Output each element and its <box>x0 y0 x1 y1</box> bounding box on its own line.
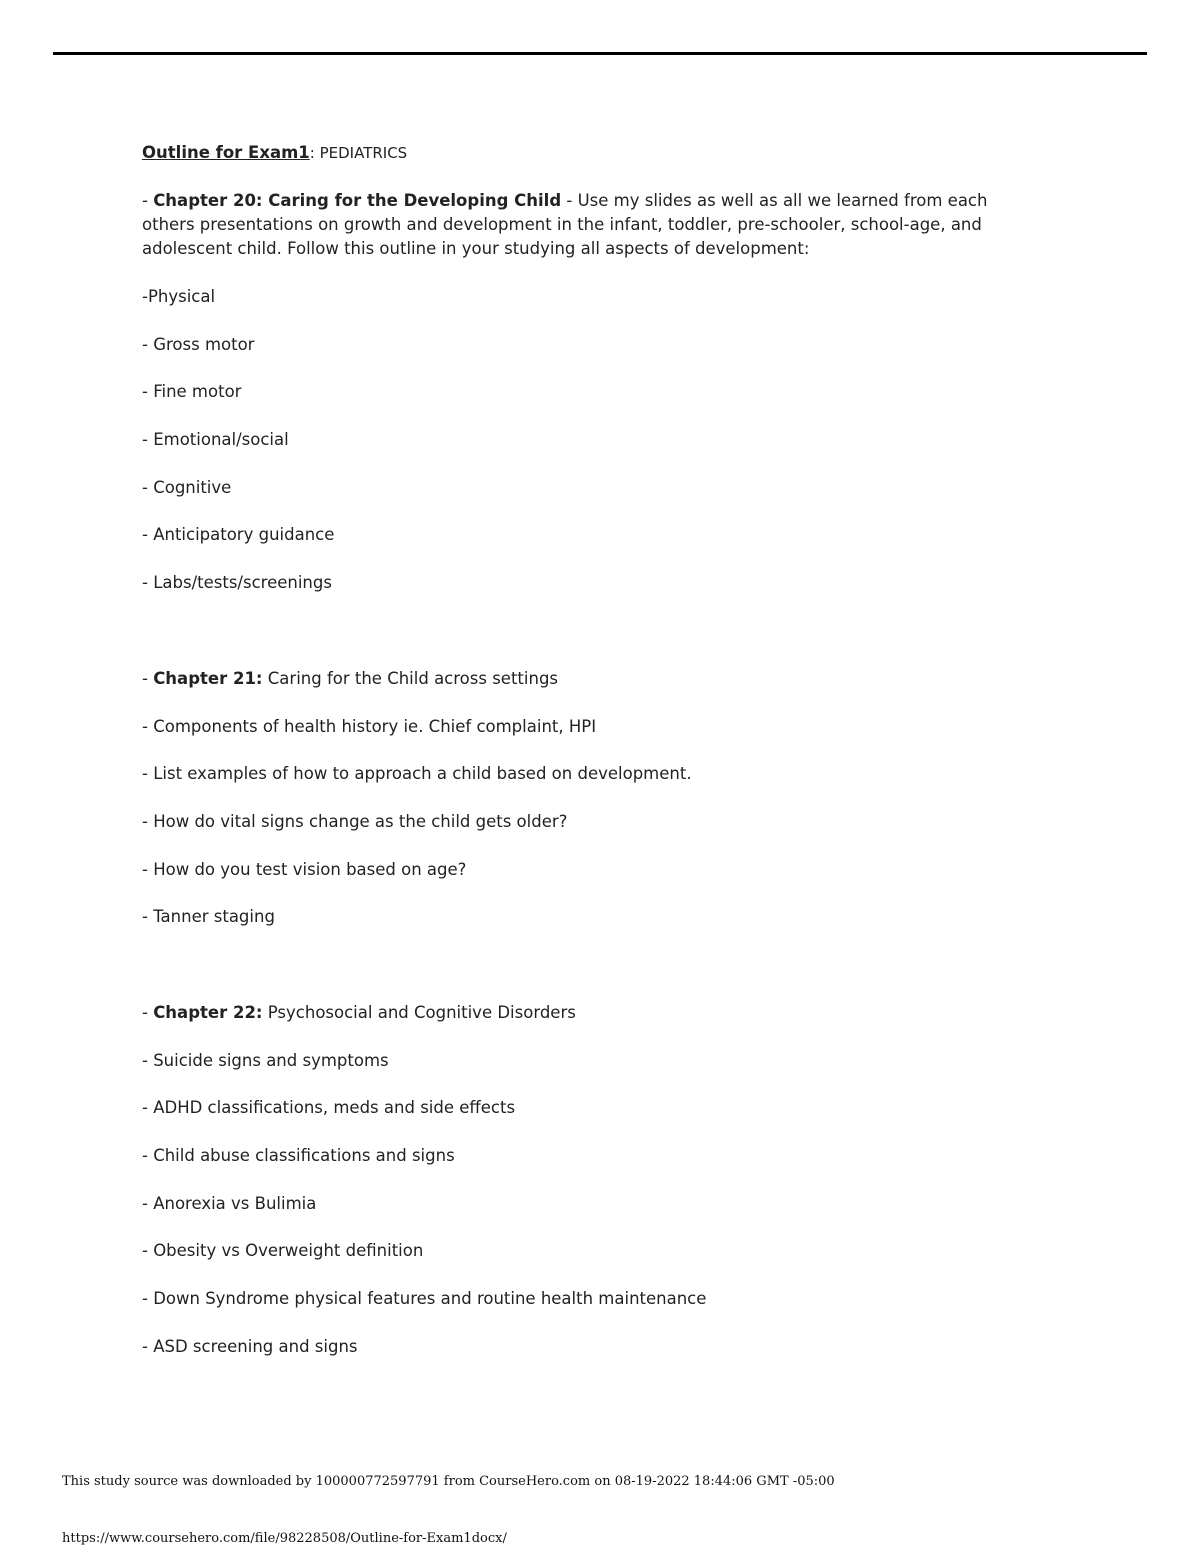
chapter-20-heading: Chapter 20: Caring for the Developing Child <box>153 191 562 210</box>
title-main: Outline for Exam1 <box>142 143 310 162</box>
chapter-21-item: - How do vital signs change as the child gets older? <box>142 811 568 831</box>
source-url-link[interactable]: https://www.coursehero.com/file/98228508/Outline-for-Exam1docx/ <box>62 1531 507 1546</box>
chapter-22-heading-line <box>142 1001 1042 1025</box>
chapter-20-item: - Fine motor <box>142 382 242 402</box>
chapter-20-item: - Anticipatory guidance <box>142 525 335 545</box>
section-spacer <box>142 619 1042 667</box>
chapter-22-item: - Anorexia vs Bulimia <box>142 1193 317 1213</box>
chapter-20-intro <box>142 189 1042 261</box>
title-subject: : PEDIATRICS <box>309 144 408 162</box>
chapter-21-item: - List examples of how to approach a child based on development. <box>142 764 692 784</box>
chapter-21-item: - How do you test vision based on age? <box>142 859 467 879</box>
chapter-21-heading: Chapter 21: <box>153 668 263 688</box>
chapter-22-item: - Child abuse classifications and signs <box>142 1146 455 1165</box>
chapter-21-subtitle: Caring for the Child across settings <box>262 668 559 688</box>
chapter-22-heading: Chapter 22: <box>153 1002 263 1022</box>
chapter-22-item: - Obesity vs Overweight definition <box>142 1241 424 1261</box>
chapter-22-item: - ADHD classifications, meds and side effects <box>142 1098 516 1118</box>
section-spacer <box>142 953 1042 1001</box>
chapter-20-item: - Gross motor <box>142 334 255 354</box>
chapter-21-item: - Tanner staging <box>142 907 275 927</box>
chapter-20-prefix: - <box>142 191 154 210</box>
chapter-20-item: -Physical <box>142 287 216 306</box>
document-title <box>142 141 1042 165</box>
chapter-21-item: - Components of health history ie. Chief complaint, HPI <box>142 716 597 736</box>
chapter-22-item: - Suicide signs and symptoms <box>142 1050 389 1070</box>
chapter-22-item: - Down Syndrome physical features and routine health maintenance <box>142 1289 707 1309</box>
chapter-22-subtitle: Psychosocial and Cognitive Disorders <box>262 1002 576 1022</box>
chapter-21-prefix: - <box>142 668 154 688</box>
download-source-notice: This study source was downloaded by 100000772597791 from CourseHero.com on 08-19-2022 18:44:06 GMT -05:00 <box>62 1474 835 1489</box>
document-body <box>142 141 1042 1382</box>
chapter-20-item: - Cognitive <box>142 477 232 497</box>
chapter-22-item: - ASD screening and signs <box>142 1336 358 1356</box>
chapter-20-item: - Emotional/social <box>142 430 289 450</box>
chapter-20-item: - Labs/tests/screenings <box>142 573 332 593</box>
chapter-21-heading-line <box>142 667 1042 691</box>
chapter-20-text: - Use my slides as well as all we learned from each others presentations on growth and development in the infant, toddler, pre-schooler, school-age, and adolescent child. Follow this outline in your studying all aspects of development: <box>142 191 988 258</box>
chapter-22-prefix: - <box>142 1002 154 1022</box>
top-rule <box>53 52 1147 55</box>
